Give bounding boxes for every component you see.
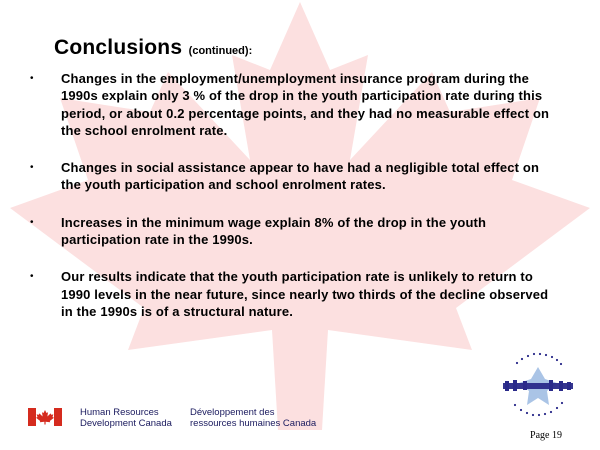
conclusion-list: [30, 70, 560, 320]
conclusion-text: Changes in the employment/unemployment insurance program during the 1990s explain only 3 % of the drop in the youth participation rate during this period, or about 0.2 percentage points, and they had no measurable effect on the school enrolment rate.: [61, 71, 550, 138]
bullet-icon: •: [30, 162, 34, 174]
conclusion-item: [30, 214, 560, 249]
conclusion-item: [30, 159, 560, 194]
title-suffix: (continued): [188, 45, 249, 57]
seal-logo-icon: [495, 345, 581, 425]
bullet-icon: •: [30, 73, 34, 84]
conclusion-text: Increases in the minimum wage explain 8% of the drop in the youth participation rate in the 1990s.: [61, 214, 487, 248]
org-fr-line1: Développement des: [190, 407, 275, 418]
title-colon: :: [248, 45, 253, 57]
conclusion-item: [30, 70, 560, 139]
conclusion-item: [30, 268, 560, 320]
title-text: Conclusions: [54, 36, 183, 59]
bullet-icon: •: [30, 216, 34, 228]
slide-title: [54, 36, 252, 60]
org-name-french: [190, 407, 316, 429]
canada-flag-icon: [28, 408, 62, 426]
org-name-english: [80, 407, 172, 429]
conclusion-text: Changes in social assistance appear to have had a negligible total effect on the youth participation and school enrolment rates.: [61, 160, 540, 193]
conclusion-text: Our results indicate that the youth participation rate is unlikely to return to 1990 levels in the near future, since nearly two thirds of the decline observed in the 1990s is of a structural nature.: [61, 269, 549, 319]
page-number: Page 19: [530, 430, 562, 441]
org-en-line1: Human Resources: [80, 407, 159, 418]
bullet-icon: •: [30, 271, 34, 283]
org-fr-line2: ressources humaines Canada: [190, 418, 317, 429]
org-en-line2: Development Canada: [80, 418, 172, 429]
